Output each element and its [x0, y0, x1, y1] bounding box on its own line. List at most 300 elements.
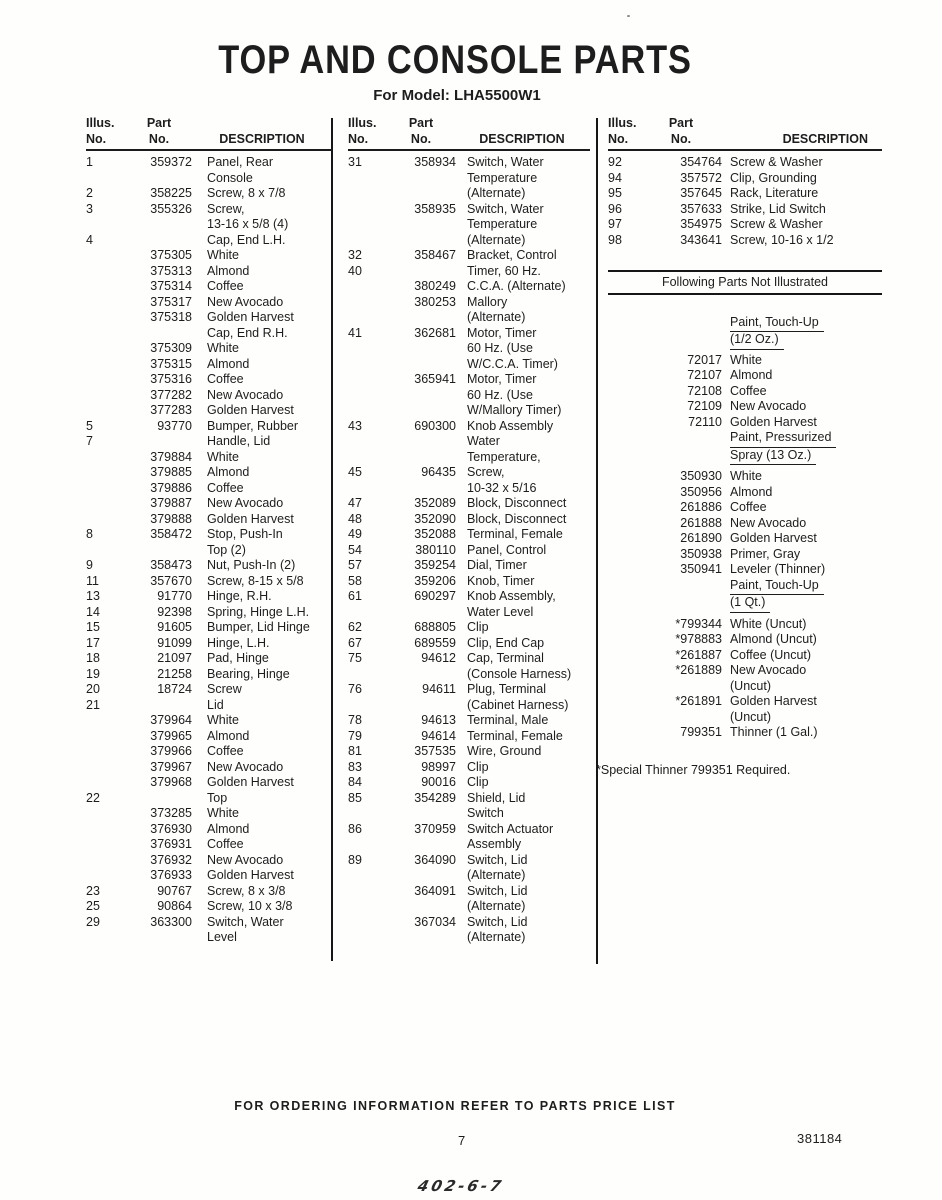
table-row	[86, 279, 332, 295]
part-no-cell	[386, 605, 456, 621]
description-cell: Terminal, Male	[467, 713, 549, 727]
illus-no-cell: 95	[608, 186, 622, 200]
table-row	[348, 729, 590, 745]
description-cell: Golden Harvest	[730, 694, 817, 708]
description-cell: New Avocado	[207, 294, 284, 309]
description-cell: Switch Actuator	[467, 821, 554, 836]
illus-no-cell	[86, 295, 124, 311]
banner-text: Following Parts Not Illustrated	[661, 275, 829, 289]
description-cell: Golden Harvest	[207, 775, 294, 789]
description-cell: Bumper, Lid Hinge	[207, 620, 310, 634]
part-no-cell	[386, 667, 456, 683]
illus-no-cell	[608, 531, 642, 547]
illus-no-cell	[86, 496, 124, 512]
illus-no-cell	[348, 217, 386, 233]
table-row	[608, 595, 882, 613]
part-no-cell	[642, 595, 722, 613]
table-row	[86, 481, 332, 497]
part-no-cell: 354764	[680, 155, 722, 169]
part-no-cell: 358934	[414, 155, 456, 169]
description-cell	[730, 430, 882, 448]
description-cell: Golden Harvest	[730, 531, 817, 545]
description-cell: Screw	[207, 682, 242, 696]
part-no-cell: 358225	[150, 186, 192, 200]
table-row	[86, 434, 332, 450]
parts-column-3	[596, 116, 882, 778]
table-row	[348, 698, 590, 714]
table-row	[86, 233, 332, 249]
illus-no-cell	[608, 648, 642, 664]
table-row	[86, 899, 332, 915]
illus-no-cell	[86, 388, 124, 404]
part-no-cell	[386, 310, 456, 326]
description-cell: Coffee	[207, 837, 244, 851]
part-no-cell: 354289	[414, 790, 456, 805]
description-cell: Screw, 8 x 3/8	[207, 883, 286, 898]
table-row	[348, 310, 590, 326]
table-row	[86, 372, 332, 388]
illus-no-cell: 2	[86, 186, 93, 200]
description-cell: Panel, Rear	[207, 155, 274, 169]
part-no-cell: 357645	[680, 186, 722, 200]
description-cell	[730, 578, 882, 596]
illus-no-cell	[608, 632, 642, 648]
part-no-cell: 379966	[150, 744, 192, 758]
description-cell: Clip, End Cap	[467, 635, 545, 650]
table-row	[608, 500, 882, 516]
illus-no-cell	[348, 915, 386, 931]
description-cell: Switch	[467, 806, 504, 820]
description-cell: Switch, Lid	[467, 914, 528, 929]
illus-no-cell	[86, 822, 124, 838]
table-row	[348, 667, 590, 683]
table-row	[86, 295, 332, 311]
table-row	[348, 682, 590, 698]
description-header: DESCRIPTION	[219, 131, 305, 146]
description-cell: Nut, Push-In (2)	[207, 558, 296, 572]
table-row	[86, 388, 332, 404]
table-row	[348, 527, 590, 543]
part-no-cell: *261891	[675, 694, 722, 708]
table-row	[86, 403, 332, 419]
description-cell: Almond	[207, 263, 250, 278]
illus-no-cell: 25	[86, 899, 100, 913]
description-cell: Golden Harvest	[207, 868, 294, 882]
description-cell: (Uncut)	[730, 678, 771, 693]
table-row	[348, 202, 590, 218]
description-cell: Clip, Grounding	[730, 170, 817, 185]
column-header	[348, 116, 590, 151]
table-row	[86, 775, 332, 791]
table-row	[348, 884, 590, 900]
part-no-cell: 352089	[414, 496, 456, 510]
part-no-cell: 689559	[414, 635, 456, 650]
description-cell: Golden Harvest	[207, 310, 294, 324]
part-no-cell	[642, 578, 722, 596]
part-no-cell	[124, 217, 192, 233]
description-cell: Timer, 60 Hz.	[467, 263, 541, 278]
description-cell: Almond	[730, 368, 773, 382]
table-row	[86, 636, 332, 652]
table-row	[86, 186, 332, 202]
illus-no-cell	[86, 868, 124, 884]
part-no-cell: 359254	[414, 558, 456, 572]
description-cell: Screw, 8-15 x 5/8	[207, 573, 304, 588]
description-cell: Water Level	[467, 604, 534, 619]
table-row	[86, 868, 332, 884]
page-number: 7	[458, 1133, 466, 1148]
illus-no-cell: 19	[86, 666, 100, 681]
part-no-cell: 94611	[422, 682, 456, 696]
part-no-cell: 364090	[414, 852, 456, 867]
illus-no-cell	[348, 279, 386, 295]
part-no-cell: 380110	[415, 542, 456, 557]
table-row	[608, 485, 882, 501]
part-no-cell: 91099	[157, 635, 192, 650]
table-row	[608, 399, 882, 415]
part-no-cell: 690300	[414, 418, 456, 433]
description-cell: 10-32 x 5/16	[467, 480, 537, 495]
table-row	[86, 667, 332, 683]
part-no-cell	[386, 806, 456, 822]
illus-no-cell: 41	[348, 325, 362, 340]
description-cell: Coffee	[730, 383, 767, 398]
description-cell: Switch, Water	[467, 201, 544, 216]
illus-no-cell	[86, 775, 124, 791]
table-row	[348, 233, 590, 249]
description-cell: New Avocado	[207, 759, 284, 774]
part-no-cell	[386, 217, 456, 233]
part-no-cell: 375305	[150, 248, 192, 262]
part-no-cell: 370959	[414, 821, 456, 836]
part-no-cell: 91770	[157, 589, 192, 603]
table-row	[86, 527, 332, 543]
part-no-cell	[386, 481, 456, 497]
part-no-cell: 379884	[150, 449, 192, 464]
parts-rows	[86, 151, 332, 946]
table-row	[86, 171, 332, 187]
illus-no-cell: 83	[348, 759, 362, 774]
description-cell: Leveler (Thinner)	[730, 562, 826, 576]
part-no-cell: 72109	[687, 399, 722, 413]
table-row	[348, 713, 590, 729]
part-no-cell	[386, 698, 456, 714]
illus-no-cell: 79	[348, 728, 362, 743]
description-cell: (Alternate)	[467, 899, 526, 913]
part-no-cell: 379964	[150, 713, 192, 727]
illus-no-cell: 22	[86, 790, 100, 805]
part-no-cell: 799351	[680, 725, 722, 739]
description-cell: (Cabinet Harness)	[467, 697, 569, 712]
illus-no-cell	[348, 372, 386, 388]
illus-no-cell	[86, 217, 124, 233]
table-row	[86, 574, 332, 590]
illus-no-cell	[608, 368, 642, 384]
section-gap	[608, 295, 882, 315]
part-no-cell: 261890	[680, 531, 722, 545]
part-no-cell: 261888	[680, 515, 722, 530]
part-no-cell: 96435	[421, 465, 456, 479]
part-no-cell	[124, 233, 192, 249]
description-cell: Stop, Push-In	[207, 527, 283, 541]
table-row	[348, 605, 590, 621]
description-cell: Pad, Hinge	[207, 651, 269, 665]
table-row	[86, 543, 332, 559]
description-cell: (Alternate)	[467, 232, 526, 247]
illus-no-cell: 47	[348, 496, 362, 510]
table-row	[348, 899, 590, 915]
part-no-cell	[642, 315, 722, 333]
description-cell: Screw,	[467, 465, 505, 479]
part-no-cell: 94612	[421, 651, 456, 665]
illus-no-cell	[86, 930, 124, 946]
description-cell: Cap, Terminal	[467, 651, 544, 665]
description-cell: Clip	[467, 775, 489, 789]
description-cell: Bracket, Control	[467, 248, 557, 262]
part-no-cell: 375315	[150, 356, 192, 371]
description-cell: Clip	[467, 620, 489, 634]
part-no-cell: 98997	[421, 759, 456, 774]
illus-no-cell	[86, 248, 124, 264]
table-row	[86, 202, 332, 218]
part-no-cell: 350941	[680, 562, 722, 576]
part-no-cell	[124, 326, 192, 342]
table-row	[608, 353, 882, 369]
description-cell: White	[730, 352, 762, 367]
part-no-cell	[386, 403, 456, 419]
table-row	[608, 315, 882, 333]
description-cell: Bumper, Rubber	[207, 418, 299, 433]
table-row	[608, 710, 882, 726]
illus-no-cell: 15	[86, 620, 100, 634]
part-no-cell: 350938	[680, 546, 722, 561]
illus-no-cell: 96	[608, 201, 622, 216]
parts-rows	[596, 151, 882, 778]
table-row	[348, 357, 590, 373]
illus-no-cell: 98	[608, 232, 622, 247]
scan-artifact-dot	[627, 15, 630, 17]
table-row	[86, 589, 332, 605]
part-no-cell: 94613	[421, 713, 456, 727]
illus-no-cell: 86	[348, 821, 362, 836]
section-heading: Spray (13 Oz.)	[730, 448, 816, 466]
description-cell: 60 Hz. (Use	[467, 387, 533, 402]
table-row	[348, 186, 590, 202]
description-cell: Screw, 10-16 x 1/2	[730, 232, 834, 247]
illus-no-cell	[348, 295, 386, 311]
description-cell: Almond (Uncut)	[730, 632, 817, 646]
part-no-cell	[642, 679, 722, 695]
table-row	[86, 837, 332, 853]
table-row	[608, 648, 882, 664]
part-no-cell	[386, 357, 456, 373]
table-row	[348, 171, 590, 187]
description-cell: Temperature,	[467, 449, 541, 464]
illus-no-cell	[86, 450, 124, 466]
illus-no-cell	[608, 516, 642, 532]
description-cell: New Avocado	[730, 515, 807, 530]
description-cell: 60 Hz. (Use	[467, 341, 533, 355]
part-no-cell: 350930	[680, 469, 722, 483]
illus-no-cell: 48	[348, 511, 362, 526]
description-header: DESCRIPTION	[782, 131, 868, 146]
illus-no-cell	[86, 837, 124, 853]
illus-no-cell	[86, 310, 124, 326]
description-cell: Coffee	[207, 744, 244, 758]
table-row	[86, 915, 332, 931]
illus-no-cell: 14	[86, 604, 100, 619]
table-row	[348, 574, 590, 590]
part-no-cell: 343641	[680, 232, 722, 247]
illus-no-cell	[608, 710, 642, 726]
illus-no-cell: 45	[348, 465, 362, 479]
table-row	[86, 698, 332, 714]
part-no-cell: 379968	[150, 775, 192, 789]
illus-no-cell	[86, 713, 124, 729]
description-cell	[730, 332, 882, 350]
description-cell: C.C.A. (Alternate)	[467, 279, 566, 293]
illus-no-cell	[86, 279, 124, 295]
table-row	[608, 578, 882, 596]
part-no-cell: 376933	[150, 868, 192, 882]
part-no-cell	[124, 171, 192, 187]
part-no-cell	[386, 899, 456, 915]
table-row	[608, 679, 882, 695]
illus-no-cell	[86, 372, 124, 388]
table-row	[348, 915, 590, 931]
part-no-cell	[124, 791, 192, 807]
table-row	[608, 531, 882, 547]
table-row	[348, 791, 590, 807]
table-row	[348, 388, 590, 404]
illus-no-cell: 84	[348, 775, 362, 789]
description-cell: Coffee	[207, 372, 244, 386]
illus-no-cell: 92	[608, 155, 622, 169]
illus-no-cell	[348, 202, 386, 218]
description-cell: Knob, Timer	[467, 573, 535, 588]
table-row	[348, 481, 590, 497]
description-cell: Cap, End R.H.	[207, 325, 288, 340]
description-cell: Almond	[207, 356, 250, 371]
table-row	[86, 729, 332, 745]
part-no-cell	[386, 388, 456, 404]
description-cell: Assembly	[467, 837, 522, 851]
illus-no-cell	[608, 430, 642, 448]
part-no-cell: 92398	[157, 604, 192, 619]
description-cell: White	[207, 449, 239, 464]
part-no-cell: 379887	[150, 496, 192, 510]
part-no-cell: 357670	[150, 573, 192, 588]
description-cell: White	[207, 248, 239, 262]
description-cell: Switch, Water	[207, 914, 284, 929]
table-row	[86, 326, 332, 342]
description-cell: Primer, Gray	[730, 546, 801, 561]
description-cell: Golden Harvest	[207, 403, 294, 417]
illus-no-cell: 58	[348, 573, 362, 588]
part-no-cell: 379965	[150, 728, 192, 743]
illus-no-cell	[608, 595, 642, 613]
section-heading: Paint, Touch-Up	[730, 578, 824, 596]
part-no-cell: 364091	[414, 883, 456, 898]
description-cell: Mallory	[467, 294, 508, 309]
table-row	[348, 465, 590, 481]
table-row	[86, 419, 332, 435]
description-cell: Rack, Literature	[730, 186, 819, 200]
table-row	[348, 760, 590, 776]
illus-no-cell	[348, 868, 386, 884]
part-no-cell: 377283	[150, 403, 192, 417]
illus-no-cell	[86, 806, 124, 822]
illus-no-cell	[348, 434, 386, 450]
column-header	[86, 116, 332, 151]
special-thinner-note: *Special Thinner 799351 Required.	[596, 762, 791, 777]
column-header	[608, 116, 882, 151]
description-cell: New Avocado	[730, 399, 807, 413]
table-row	[86, 512, 332, 528]
ordering-information-note: FOR ORDERING INFORMATION REFER TO PARTS PRICE LIST	[234, 1099, 676, 1113]
table-row	[608, 171, 882, 187]
description-cell: Screw & Washer	[730, 155, 823, 169]
description-cell: (Alternate)	[467, 930, 526, 944]
description-cell: Hinge, L.H.	[207, 635, 270, 650]
part-no-cell: 72107	[687, 368, 722, 382]
part-no-cell: 72108	[687, 383, 722, 398]
part-no-cell: 358472	[150, 527, 192, 541]
table-row	[348, 636, 590, 652]
illus-no-cell: 21	[86, 697, 100, 712]
description-cell: (Alternate)	[467, 186, 526, 200]
illus-no-cell	[86, 729, 124, 745]
table-row	[348, 217, 590, 233]
page-title: TOP AND CONSOLE PARTS	[218, 38, 692, 82]
table-row	[86, 465, 332, 481]
illus-no-cell	[348, 450, 386, 466]
part-no-cell: 362681	[414, 325, 456, 340]
part-no-cell: 363300	[150, 914, 192, 929]
description-cell: Golden Harvest	[207, 511, 294, 526]
description-cell: Console	[207, 170, 253, 185]
illus-no-cell	[608, 384, 642, 400]
description-cell: Water	[467, 434, 500, 448]
table-row	[608, 562, 882, 578]
table-row	[348, 806, 590, 822]
description-cell: Level	[207, 930, 237, 944]
description-cell: Screw, 8 x 7/8	[207, 186, 286, 200]
part-no-cell	[386, 341, 456, 357]
part-no-cell: 358935	[414, 201, 456, 216]
description-cell: Strike, Lid Switch	[730, 201, 826, 216]
description-cell: Cap, End L.H.	[207, 232, 286, 247]
column-divider-right	[596, 118, 598, 964]
model-subtitle: For Model: LHA5500W1	[373, 87, 541, 104]
illus-no-cell: 78	[348, 713, 362, 727]
description-cell: Thinner (1 Gal.)	[730, 725, 818, 739]
illus-no-cell	[86, 853, 124, 869]
illus-no-cell: 85	[348, 790, 362, 805]
table-row	[86, 264, 332, 280]
illus-no-cell	[608, 448, 642, 466]
part-no-cell: 380249	[414, 279, 456, 293]
part-no-cell: 367034	[414, 914, 456, 929]
part-no-cell: 357633	[680, 201, 722, 216]
description-cell: Coffee (Uncut)	[730, 647, 812, 662]
part-no-cell: 90016	[421, 775, 456, 789]
table-row	[348, 279, 590, 295]
part-no-cell: *261887	[675, 647, 722, 662]
illus-no-cell	[348, 357, 386, 373]
section-heading: Paint, Pressurized	[730, 430, 836, 448]
description-cell: Motor, Timer	[467, 325, 537, 340]
